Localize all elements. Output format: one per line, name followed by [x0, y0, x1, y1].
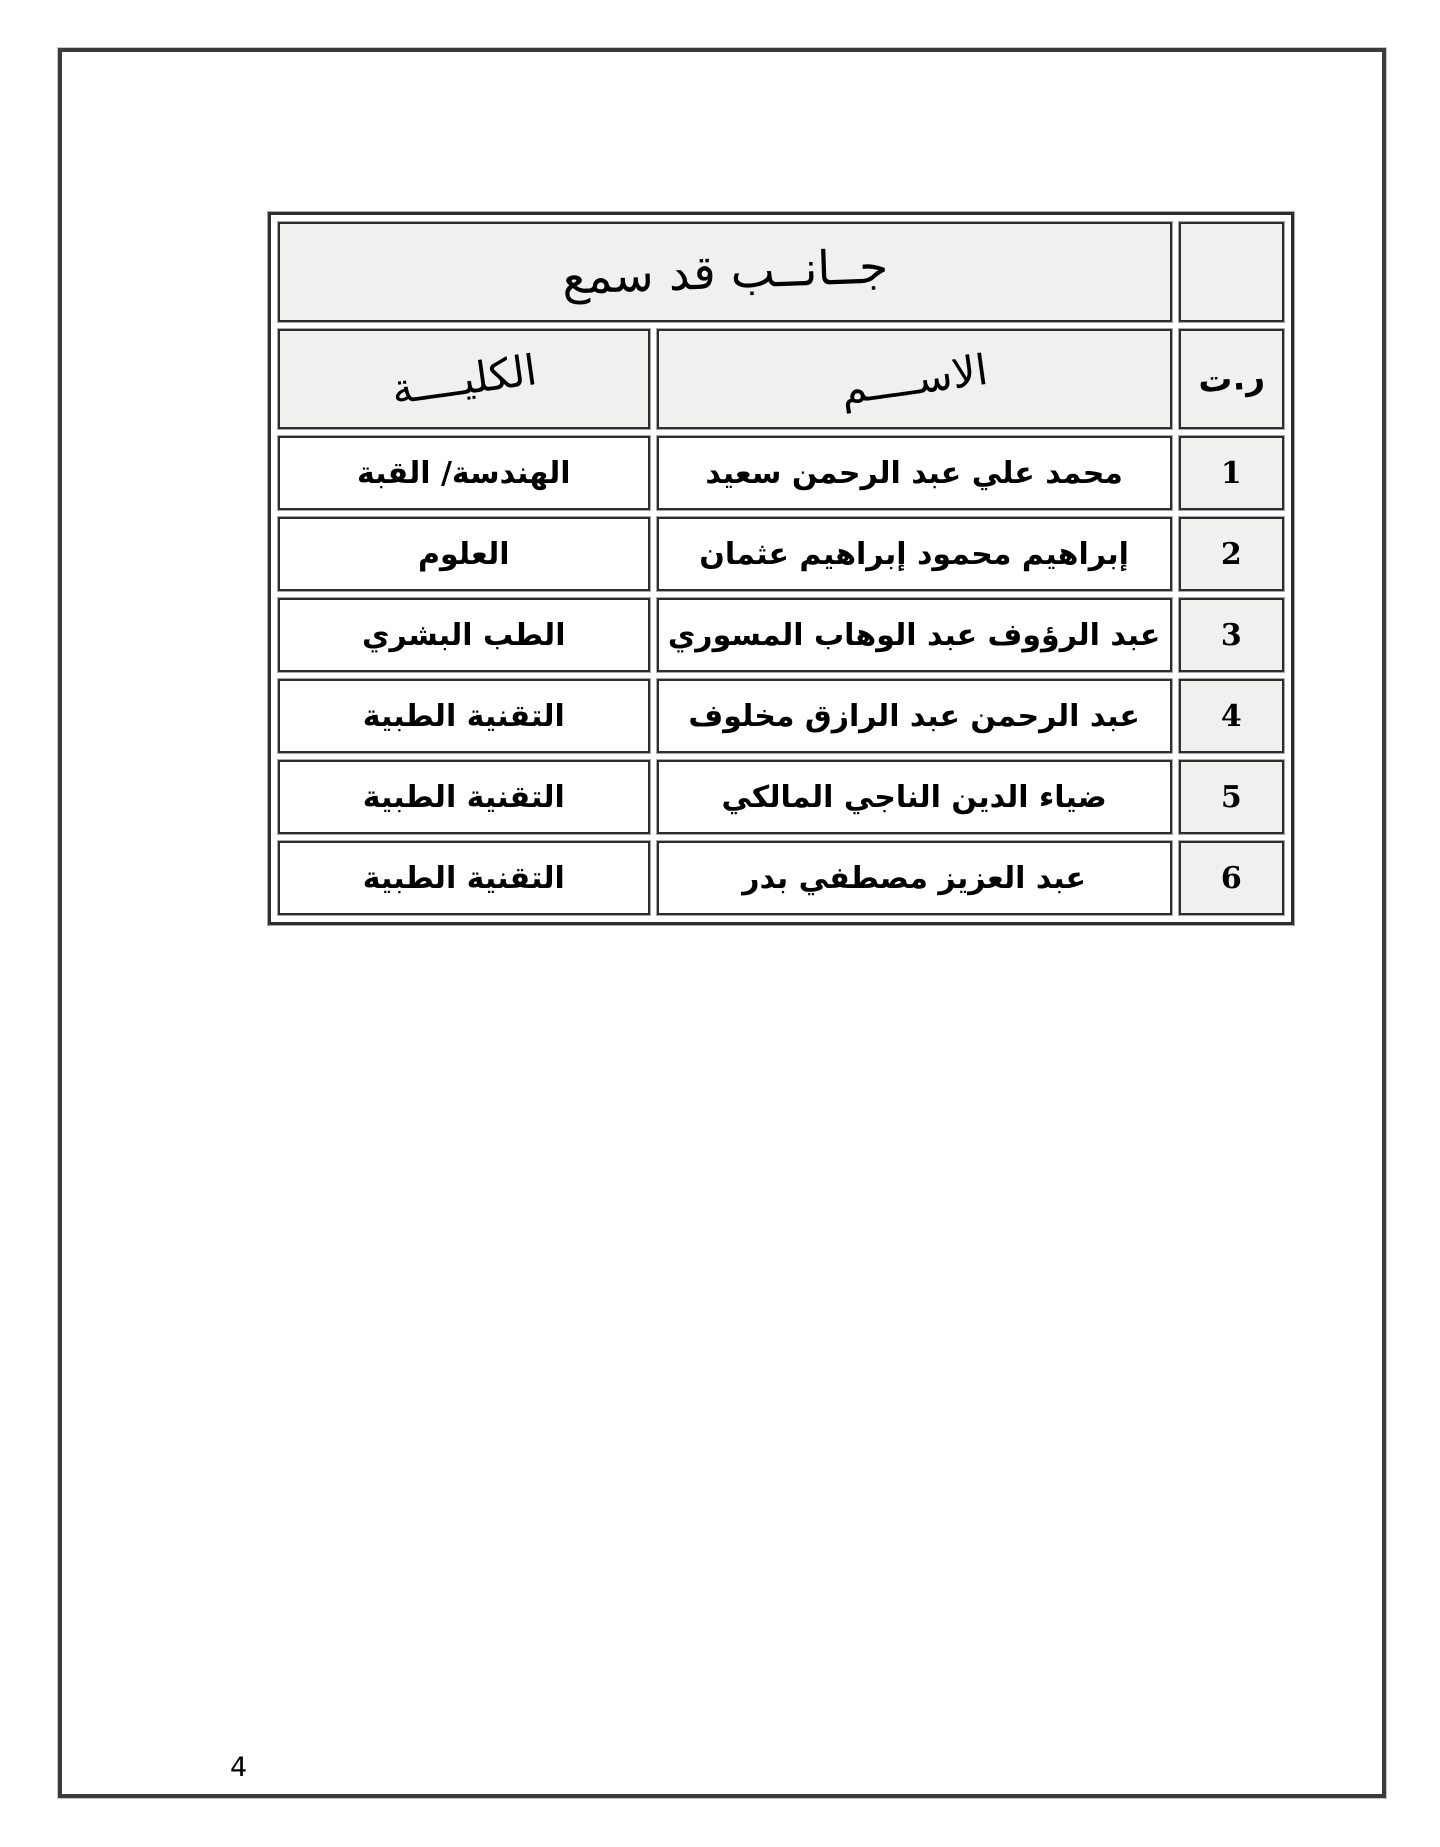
table-row [278, 517, 1284, 591]
table-row [278, 598, 1284, 672]
name-cell: إبراهيم محمود إبراهيم عثمان [657, 517, 1172, 591]
college-cell: الطب البشري [278, 598, 650, 672]
banner-title: جــانــب قد سمع [560, 238, 889, 306]
col-header-name: الاســــم [657, 329, 1172, 429]
name-cell: عبد الرؤوف عبد الوهاب المسوري [657, 598, 1172, 672]
table-row [278, 841, 1284, 915]
serial-cell: 2 [1179, 517, 1284, 591]
college-cell: العلوم [278, 517, 650, 591]
serial-cell: 1 [1179, 436, 1284, 510]
college-cell: الهندسة/ القبة [278, 436, 650, 510]
col-header-serial: ر.ت [1179, 329, 1284, 429]
table-row [278, 436, 1284, 510]
serial-cell: 3 [1179, 598, 1284, 672]
serial-cell: 6 [1179, 841, 1284, 915]
college-cell: التقنية الطبية [278, 679, 650, 753]
serial-cell: 5 [1179, 760, 1284, 834]
college-cell: التقنية الطبية [278, 841, 650, 915]
table-row [278, 760, 1284, 834]
banner-spacer-cell [1179, 222, 1284, 322]
column-header-row [278, 329, 1284, 429]
table-row [278, 679, 1284, 753]
banner-row [278, 222, 1284, 322]
col-header-college: الكليــــة [278, 329, 650, 429]
serial-cell: 4 [1179, 679, 1284, 753]
page-border-frame [58, 48, 1386, 1798]
page-number: 4 [230, 1752, 248, 1783]
banner-title-cell [278, 222, 1172, 322]
name-cell: ضياء الدين الناجي المالكي [657, 760, 1172, 834]
roster-table [268, 212, 1294, 925]
name-cell: عبد الرحمن عبد الرازق مخلوف [657, 679, 1172, 753]
college-cell: التقنية الطبية [278, 760, 650, 834]
name-cell: عبد العزيز مصطفي بدر [657, 841, 1172, 915]
name-cell: محمد علي عبد الرحمن سعيد [657, 436, 1172, 510]
